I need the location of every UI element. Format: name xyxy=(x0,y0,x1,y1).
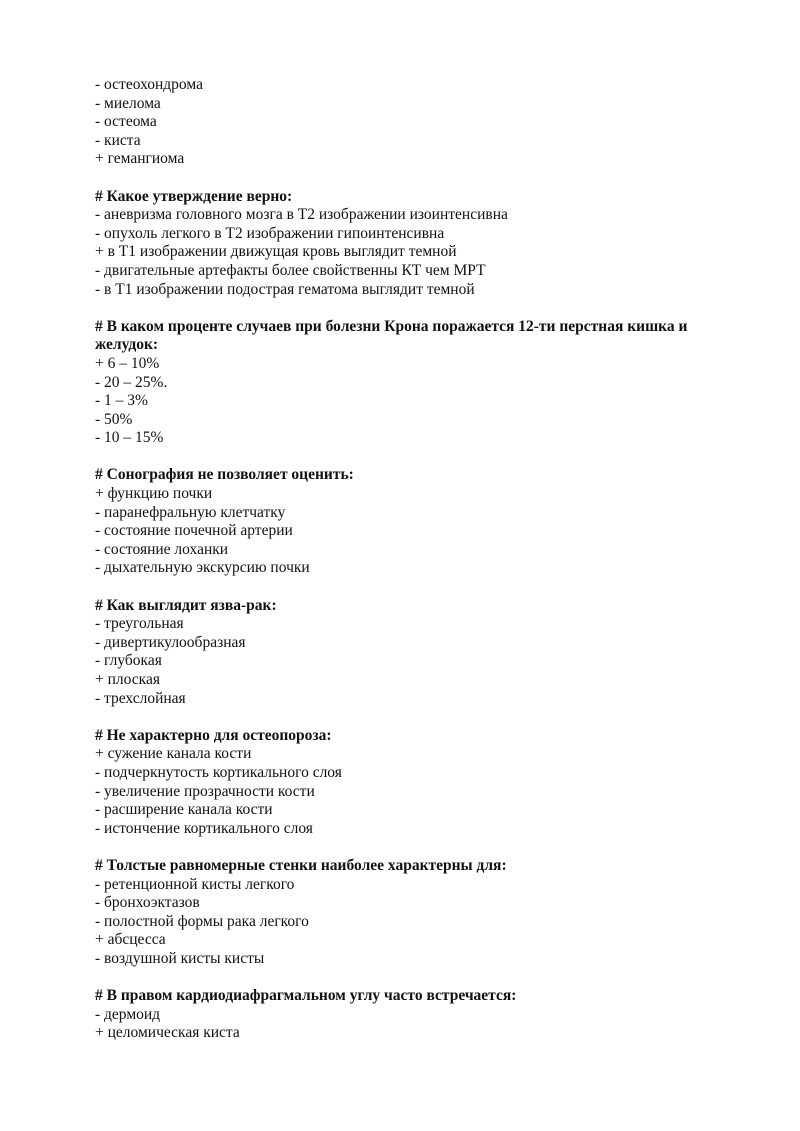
answer-option: - в Т1 изображении подострая гематома выглядит темной xyxy=(95,280,475,298)
question-text: # Как выглядит язва-рак: xyxy=(95,596,277,614)
answer-option: - опухоль легкого в Т2 изображении гипоинтенсивна xyxy=(95,224,445,242)
question-text: # Сонография не позволяет оценить: xyxy=(95,466,354,484)
document-page xyxy=(95,76,735,1043)
answer-option: - трехслойная xyxy=(95,689,186,707)
question-text: # Толстые равномерные стенки наиболее характерны для: xyxy=(95,856,507,874)
answer-option: + функцию почки xyxy=(95,485,213,503)
answer-option: - аневризма головного мозга в Т2 изображении изоинтенсивна xyxy=(95,206,508,224)
question-block xyxy=(95,318,735,448)
answer-option: - бронхоэктазов xyxy=(95,894,200,912)
answer-option: - 10 – 15% xyxy=(95,429,164,447)
answer-option: - увеличение прозрачности кости xyxy=(95,782,315,800)
answer-option: - остеома xyxy=(95,113,157,131)
answer-option: + 6 – 10% xyxy=(95,354,160,372)
answer-option: - полостной формы рака легкого xyxy=(95,912,309,930)
question-text: # Не характерно для остеопороза: xyxy=(95,726,332,744)
answer-option: - треугольная xyxy=(95,615,184,633)
question-block xyxy=(95,727,735,839)
answer-option: - дермоид xyxy=(95,1005,161,1023)
answer-option: - остеохондрома xyxy=(95,76,203,93)
question-block xyxy=(95,597,735,709)
answer-option: - киста xyxy=(95,131,141,149)
question-block xyxy=(95,987,735,1043)
answer-option: - 1 – 3% xyxy=(95,392,148,410)
answer-option: - ретенционной кисты легкого xyxy=(95,875,295,893)
answer-option: + абсцесса xyxy=(95,931,166,949)
answer-option: - дивертикулообразная xyxy=(95,633,246,651)
answer-option: - воздушной кисты кисты xyxy=(95,949,265,967)
answer-option: + в Т1 изображении движущая кровь выглядит темной xyxy=(95,243,457,261)
answer-option: + сужение канала кости xyxy=(95,745,252,763)
answer-option: - подчеркнутость кортикального слоя xyxy=(95,763,342,781)
question-text: # Какое утверждение верно: xyxy=(95,187,293,205)
answer-option: - состояние лоханки xyxy=(95,540,229,558)
answer-option: - двигательные артефакты более свойственны КТ чем МРТ xyxy=(95,261,486,279)
question-block xyxy=(95,188,735,300)
answer-option: - паранефральную клетчатку xyxy=(95,503,286,521)
question-block xyxy=(95,466,735,578)
answer-option: - глубокая xyxy=(95,652,162,670)
answer-option: + гемангиома xyxy=(95,150,185,168)
answer-option: + целомическая киста xyxy=(95,1024,240,1042)
question-text: # В каком проценте случаев при болезни Крона поражается 12-ти перстная кишка и желудок: xyxy=(95,317,688,354)
answer-option: - истончение кортикального слоя xyxy=(95,819,313,837)
answer-option: - 50% xyxy=(95,410,133,428)
answer-option: - состояние почечной артерии xyxy=(95,522,293,540)
intro-answer-list xyxy=(95,76,735,169)
answer-option: - расширение канала кости xyxy=(95,801,273,819)
answer-option: - дыхательную экскурсию почки xyxy=(95,559,310,577)
answer-option: - миелома xyxy=(95,94,161,112)
answer-option: - 20 – 25%. xyxy=(95,373,168,391)
answer-option: + плоская xyxy=(95,671,160,688)
question-text: # В правом кардиодиафрагмальном углу часто встречается: xyxy=(95,987,517,1005)
question-block xyxy=(95,857,735,969)
